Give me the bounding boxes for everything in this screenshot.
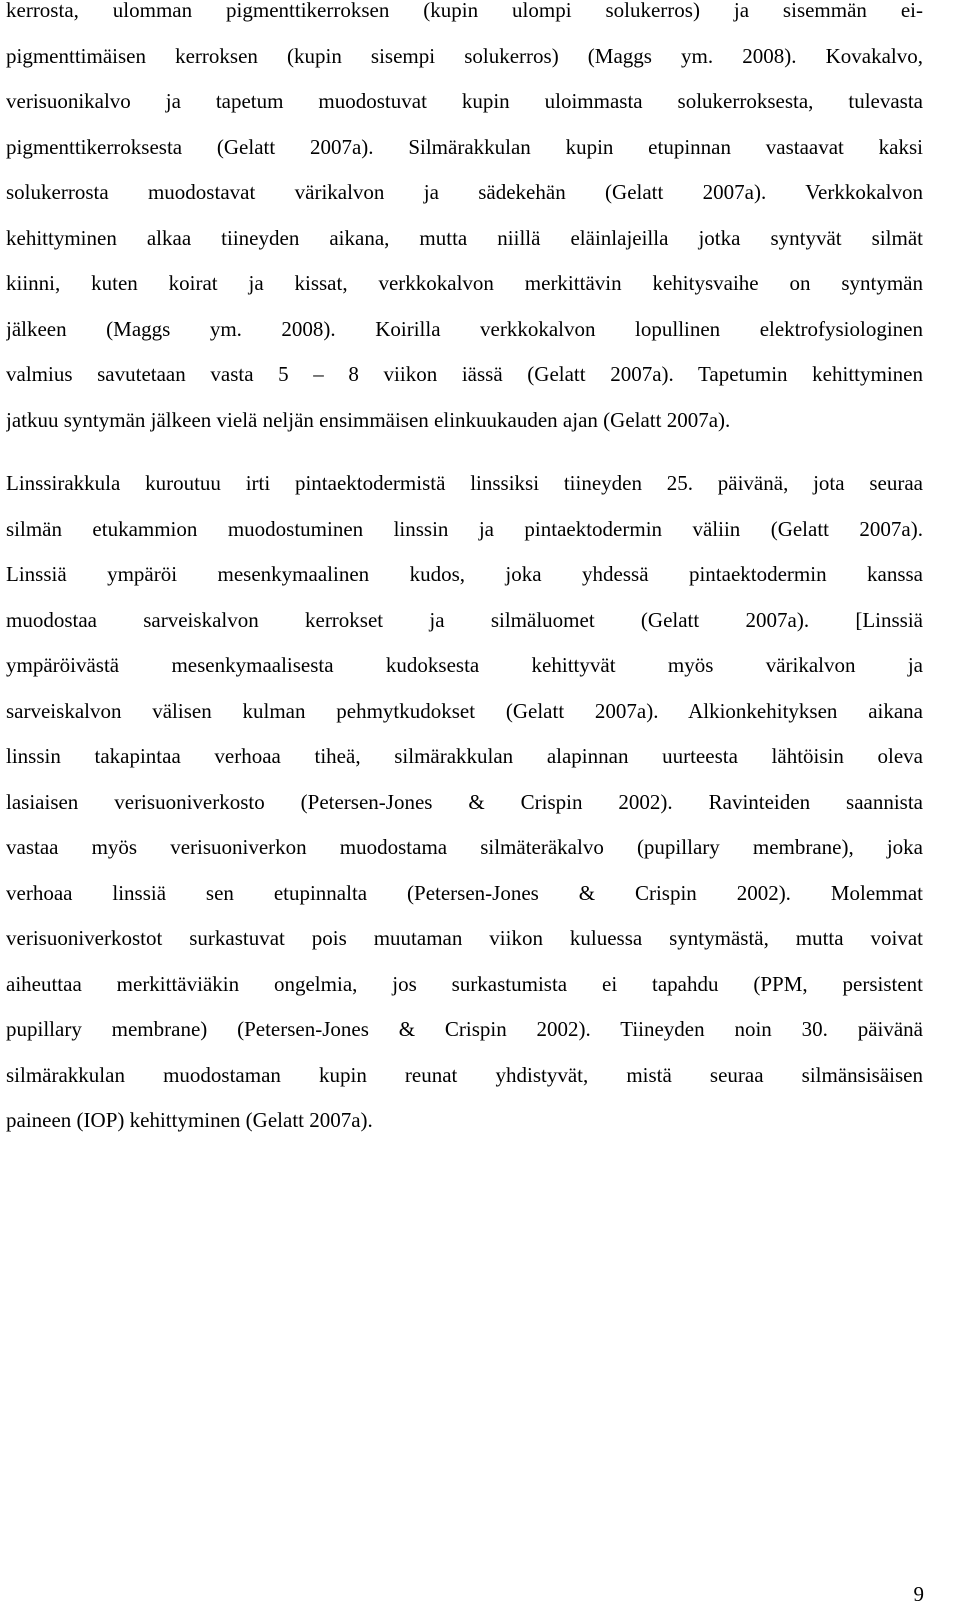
- text-line: aiheuttaa merkittäviäkin ongelmia, jos surkastumista ei tapahdu (PPM, persistent: [6, 971, 923, 996]
- text-line: silmärakkulan muodostaman kupin reunat yhdistyvät, mistä seuraa silmänsisäisen: [6, 1062, 923, 1087]
- text-line: pigmenttimäisen kerroksen (kupin sisempi solukerros) (Maggs ym. 2008). Kovakalvo,: [6, 43, 923, 68]
- text-line: kiinni, kuten koirat ja kissat, verkkokalvon merkittävin kehitysvaihe on syntymän: [6, 271, 923, 295]
- text-line: valmius savutetaan vasta 5 – 8 viikon iässä (Gelatt 2007a). Tapetumin kehittyminen: [6, 362, 923, 386]
- paragraph-eye-layer-development: [6, 0, 923, 443]
- text-line: linssin takapintaa verhoaa tiheä, silmärakkulan alapinnan uurteesta lähtöisin oleva: [6, 744, 923, 768]
- text-line: sarveiskalvon välisen kulman pehmytkudokset (Gelatt 2007a). Alkionkehityksen aikana: [6, 698, 923, 723]
- text-line: jälkeen (Maggs ym. 2008). Koirilla verkkokalvon lopullinen elektrofysiologinen: [6, 316, 923, 341]
- text-line: kerrosta, ulomman pigmenttikerroksen (kupin ulompi solukerros) ja sisemmän ei-: [6, 0, 923, 22]
- text-line: verisuonikalvo ja tapetum muodostuvat kupin uloimmasta solukerroksesta, tulevasta: [6, 89, 923, 113]
- text-line: paineen (IOP) kehittyminen (Gelatt 2007a).: [6, 1108, 373, 1132]
- text-line: pupillary membrane) (Petersen-Jones & Crispin 2002). Tiineyden noin 30. päivänä: [6, 1017, 923, 1041]
- text-line: Linssirakkula kuroutuu irti pintaektodermistä linssiksi tiineyden 25. päivänä, jota seuraa: [6, 471, 923, 495]
- text-line: Linssiä ympäröi mesenkymaalinen kudos, joka yhdessä pintaektodermin kanssa: [6, 562, 923, 586]
- text-line: solukerrosta muodostavat värikalvon ja sädekehän (Gelatt 2007a). Verkkokalvon: [6, 180, 923, 204]
- text-line: lasiaisen verisuoniverkosto (Petersen-Jones & Crispin 2002). Ravinteiden saannista: [6, 789, 923, 814]
- text-line: verisuoniverkostot surkastuvat pois muutaman viikon kuluessa syntymästä, mutta voivat: [6, 926, 923, 950]
- page-number: 9: [913, 1582, 924, 1606]
- text-line: ympäröivästä mesenkymaalisesta kudoksesta kehittyvät myös värikalvon ja: [6, 653, 923, 677]
- text-line: jatkuu syntymän jälkeen vielä neljän ensimmäisen elinkuukauden ajan (Gelatt 2007a).: [6, 407, 731, 432]
- paragraph-lens-development: [6, 461, 923, 1144]
- text-line: silmän etukammion muodostuminen linssin ja pintaektodermin väliin (Gelatt 2007a).: [6, 516, 923, 541]
- text-line: muodostaa sarveiskalvon kerrokset ja silmäluomet (Gelatt 2007a). [Linssiä: [6, 607, 923, 632]
- text-line: verhoaa linssiä sen etupinnalta (Petersen-Jones & Crispin 2002). Molemmat: [6, 880, 923, 905]
- text-line: pigmenttikerroksesta (Gelatt 2007a). Silmärakkulan kupin etupinnan vastaavat kaksi: [6, 134, 923, 159]
- text-line: vastaa myös verisuoniverkon muodostama silmäteräkalvo (pupillary membrane), joka: [6, 835, 923, 859]
- text-line: kehittyminen alkaa tiineyden aikana, mutta niillä eläinlajeilla jotka syntyvät silmät: [6, 225, 923, 250]
